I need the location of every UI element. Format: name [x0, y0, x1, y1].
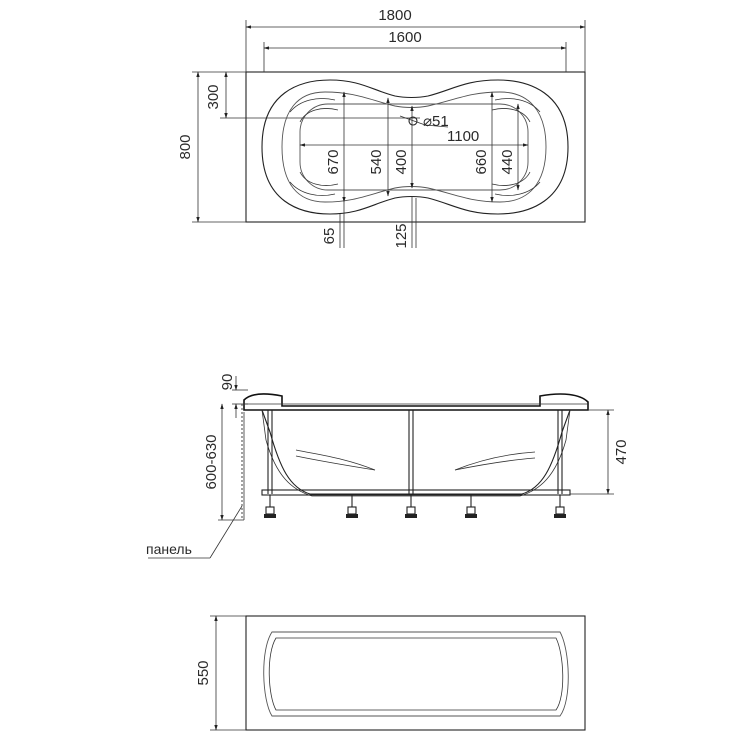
- dim-660: 660: [473, 149, 490, 175]
- dim-drain: ⌀51: [423, 113, 449, 130]
- dim-540: 540: [368, 149, 385, 175]
- dim-800: 800: [177, 134, 194, 160]
- panel-label: панель: [146, 541, 192, 557]
- dim-90: 90: [219, 373, 236, 391]
- top-view: [177, 7, 585, 249]
- dim-670: 670: [325, 149, 342, 175]
- dim-470: 470: [613, 439, 630, 465]
- panel-view: [195, 616, 585, 730]
- panel-inset: [264, 632, 569, 716]
- dim-1600: 1600: [388, 29, 422, 46]
- dim-1800: 1800: [378, 7, 412, 24]
- dim-125: 125: [393, 223, 410, 249]
- side-view: [146, 374, 630, 558]
- dim-600-630: 600-630: [203, 434, 220, 490]
- dim-65: 65: [321, 227, 338, 245]
- dim-440: 440: [499, 149, 516, 175]
- legs: [264, 495, 566, 518]
- dim-400: 400: [393, 149, 410, 175]
- panel-outline: [246, 616, 585, 730]
- tub-outline: [246, 72, 585, 222]
- dim-550: 550: [195, 660, 212, 686]
- dim-300: 300: [205, 84, 222, 110]
- tub-rim: [244, 394, 588, 410]
- dim-1100: 1100: [447, 128, 480, 145]
- bowl-outer: [262, 80, 568, 214]
